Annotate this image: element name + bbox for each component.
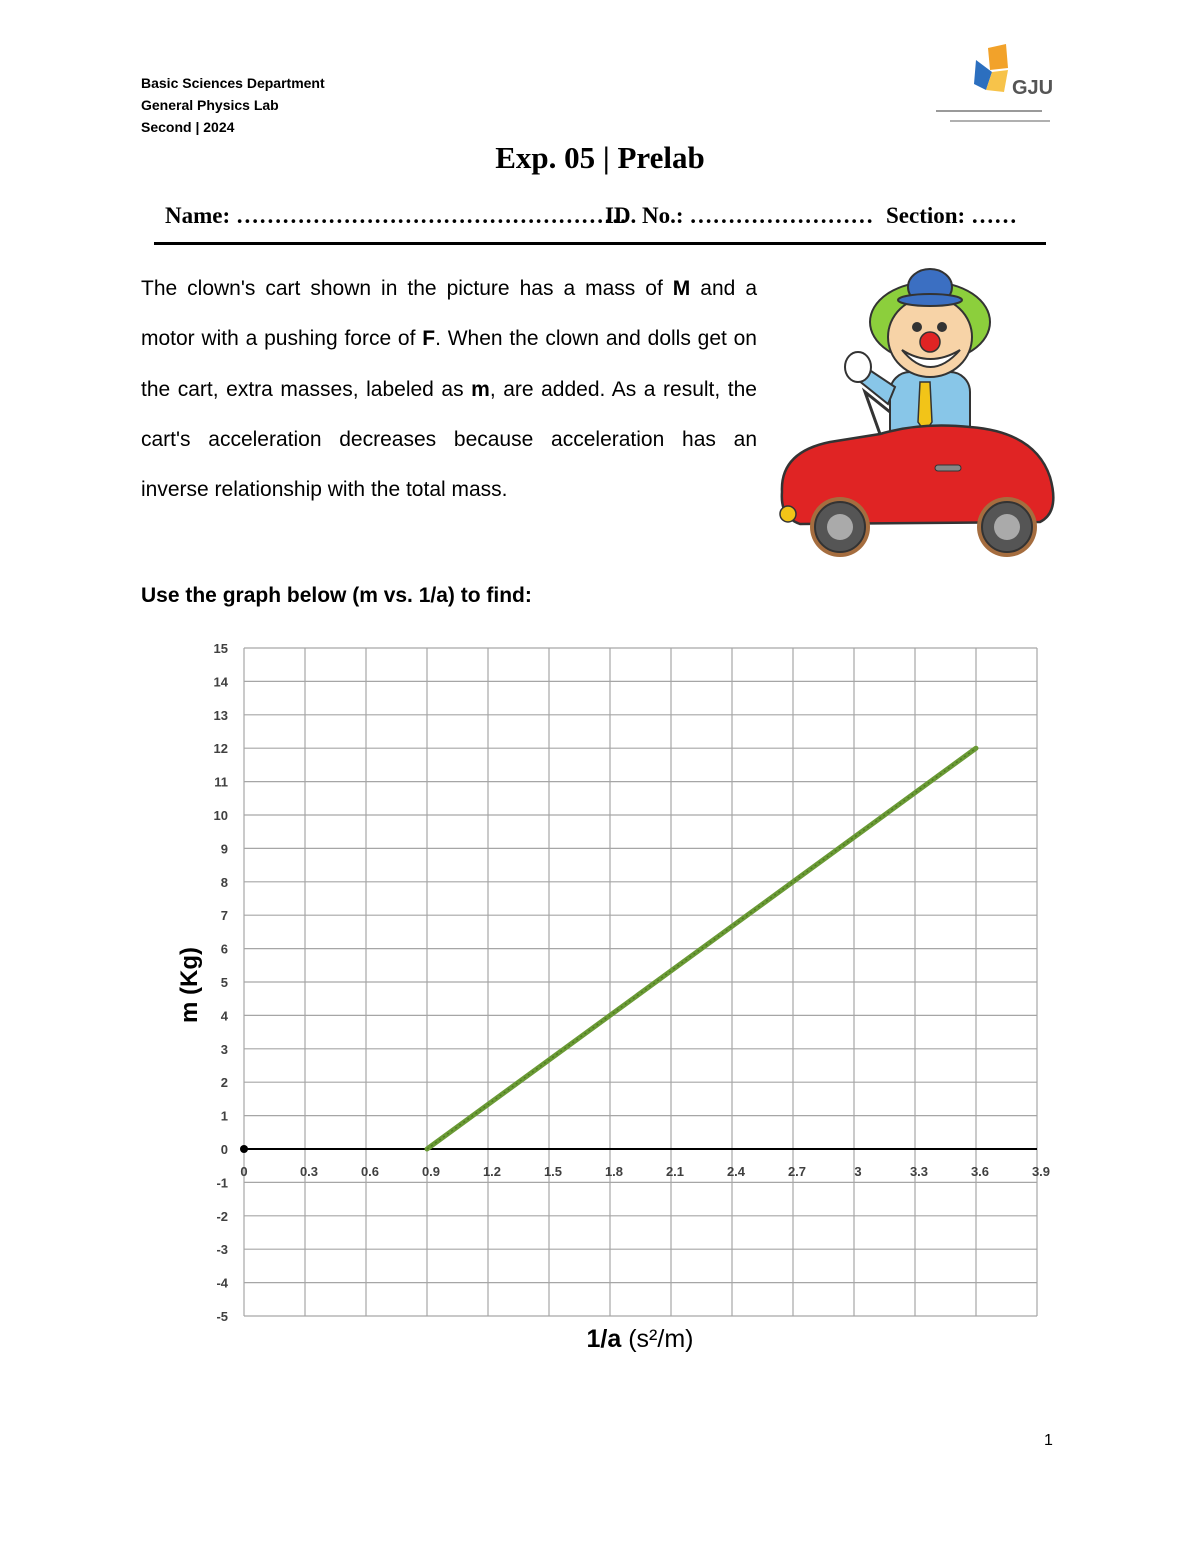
origin-marker <box>240 1145 248 1153</box>
logo-text: GJU <box>1012 77 1054 99</box>
y-tick-label: 8 <box>220 874 228 890</box>
y-tick-label: 13 <box>213 707 228 723</box>
x-tick-label: 2.7 <box>787 1164 807 1179</box>
y-tick-label: 7 <box>220 908 228 924</box>
x-tick-label: 3 <box>854 1164 862 1179</box>
department-header <box>141 72 325 138</box>
y-tick-label: -2 <box>216 1208 228 1224</box>
symbol-F: F <box>422 327 436 351</box>
y-tick-label: 14 <box>213 674 228 690</box>
semester: Second | 2024 <box>141 119 235 135</box>
page-title: Exp. 05 | Prelab <box>495 140 705 175</box>
y-tick-label: 1 <box>220 1108 228 1124</box>
m-vs-inverse-a-chart <box>160 630 1060 1370</box>
y-tick-label: -3 <box>216 1242 228 1258</box>
x-tick-label: 2.1 <box>665 1164 685 1179</box>
x-axis-label-unit: (s²/m) <box>628 1325 694 1353</box>
paragraph-text-2: and a motor with a pushing force of <box>141 277 757 351</box>
y-tick-label: 11 <box>214 774 228 790</box>
y-tick-label: 9 <box>220 841 228 857</box>
x-tick-label: 0.3 <box>299 1164 319 1179</box>
paragraph-text-3: . When the clown and dolls get on the cart, extra masses, labeled as <box>141 327 757 401</box>
y-tick-label: 0 <box>220 1142 228 1157</box>
chart-grid <box>240 648 1037 1316</box>
lab-name: General Physics Lab <box>141 97 279 113</box>
section-field: Section: …… <box>886 203 1017 228</box>
y-tick-label: 3 <box>220 1041 228 1057</box>
y-tick-label: 12 <box>213 741 228 757</box>
id-field: ID. No.: …………………… <box>605 203 874 228</box>
y-tick-label: 10 <box>213 808 228 823</box>
x-tick-label: 3.9 <box>1031 1164 1051 1179</box>
instruction-text: Use the graph below (m vs. 1/a) to find: <box>141 584 532 607</box>
x-axis-label <box>587 1325 694 1353</box>
y-tick-label: 6 <box>220 941 228 957</box>
x-tick-label: 2.4 <box>726 1164 746 1179</box>
y-tick-label: -4 <box>216 1275 228 1291</box>
y-tick-label: 4 <box>220 1008 228 1024</box>
y-axis-label: m (Kg) <box>176 947 203 1023</box>
y-tick-label: 15 <box>213 641 228 656</box>
paragraph-text-1: The clown's cart shown in the picture has a mass of <box>141 277 673 300</box>
y-tick-label: 2 <box>220 1075 228 1091</box>
department-name: Basic Sciences Department <box>141 75 325 91</box>
paragraph-text-4: , are added. As a result, the cart's acceleration decreases because acceleration has an inverse relationship with the total mass. <box>141 377 757 502</box>
clown-car-illustration <box>770 262 1065 562</box>
gju-logo <box>930 44 1055 134</box>
x-axis-label-main: 1/a <box>586 1325 622 1353</box>
x-tick-label: 3.6 <box>970 1164 990 1179</box>
x-tick-label: 1.5 <box>543 1164 563 1179</box>
y-tick-label: -1 <box>216 1175 228 1191</box>
y-tick-label: 5 <box>220 975 228 990</box>
y-tick-label: -5 <box>216 1309 228 1324</box>
y-tick-labels <box>214 641 229 1324</box>
x-tick-label: 3.3 <box>909 1164 929 1179</box>
x-tick-labels <box>240 1164 1050 1179</box>
x-tick-label: 1.8 <box>604 1164 624 1179</box>
page-number: 1 <box>1044 1432 1053 1449</box>
x-tick-label: 1.2 <box>482 1164 502 1179</box>
x-tick-label: 0.9 <box>421 1164 441 1179</box>
header-rule <box>154 242 1046 245</box>
x-tick-label: 0.6 <box>360 1164 380 1179</box>
x-tick-label: 0 <box>240 1164 248 1179</box>
intro-paragraph <box>141 264 757 515</box>
symbol-M: M <box>672 277 691 300</box>
symbol-m: m <box>471 377 490 401</box>
name-field: Name: …………………………………………… <box>165 203 627 228</box>
